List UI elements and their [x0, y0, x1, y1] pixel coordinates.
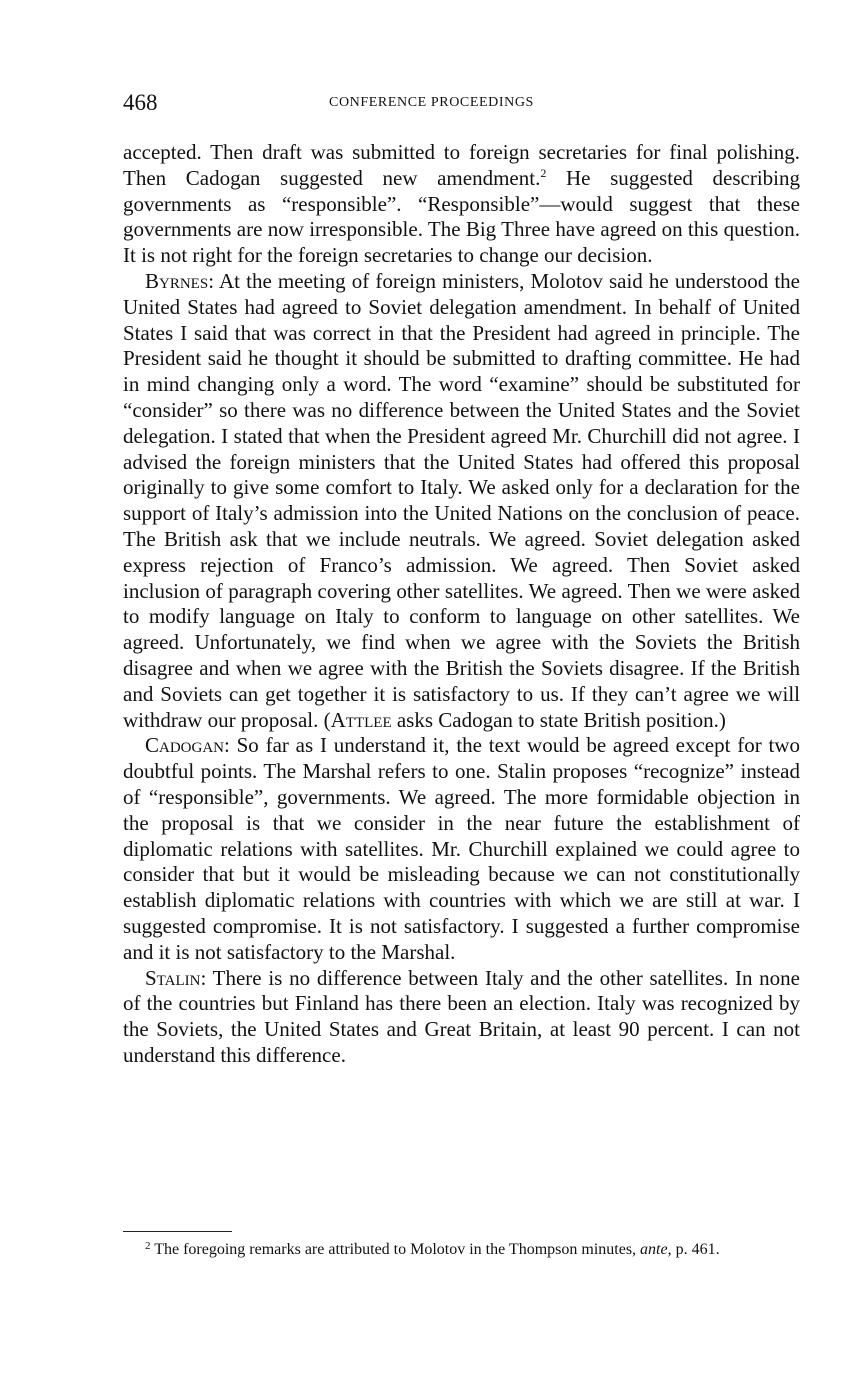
paragraph-byrnes: [123, 269, 800, 733]
footnote-text: The foregoing remarks are attributed to Molotov in the Thompson minutes,: [150, 1241, 641, 1258]
footnote-page-ref: , p. 461.: [667, 1241, 720, 1258]
body-text: [123, 140, 800, 1069]
paragraph-cadogan: [123, 733, 800, 965]
footnote-ante: ante: [640, 1241, 668, 1258]
paragraph-1-text-a: accepted. Then draft was submitted to foreign secretaries for final polishing. Then Cadogan suggested new amendment.: [123, 140, 800, 190]
running-head: CONFERENCE PROCEEDINGS: [329, 95, 534, 110]
paragraph-stalin: [123, 966, 800, 1069]
footnote: [123, 1240, 800, 1260]
speaker-name: Byrnes: [145, 268, 209, 293]
speaker-name: Stalin: [145, 965, 201, 990]
page-number: 468: [123, 90, 158, 115]
paragraph-stalin-text: : There is no difference between Italy and the other satellites. In none of the countries but Finland has there been an election. Italy was recognized by the Soviets, the United States and Great Britain, at least 90 percent. I can not understand this difference.: [123, 965, 800, 1067]
paragraph-1: [123, 140, 800, 269]
page-header: [123, 90, 800, 120]
speaker-name-inline: Attlee: [330, 707, 392, 732]
speaker-name: Cadogan: [145, 733, 225, 758]
footnote-reference: 2: [540, 165, 547, 180]
footnote-divider: [123, 1231, 232, 1232]
paragraph-1-text-b: He suggested describing governments as “responsible”. “Responsible”—would suggest that these governments are now irresponsible. The Big Three have agreed on this question. It is not right for the foreign secretaries to change our decision.: [123, 165, 800, 268]
paragraph-byrnes-text-b: asks Cadogan to state British position.): [391, 707, 726, 732]
footnote-mark: 2: [145, 1240, 151, 1252]
paragraph-cadogan-text: : So far as I understand it, the text would be agreed except for two doubtful points. The Marshal refers to one. Stalin proposes “recognize” instead of “responsible”, governments. We agreed. The more formidable objection in the proposal is that we consider in the near future the establishment of diplomatic relations with satellites. Mr. Churchill explained we could agree to consider that but it would be misleading because we can not constitutionally establish diplomatic relations with countries with which we are still at war. I suggested compromise. It is not satisfactory. I suggested a further compromise and it is not satisfactory to the Marshal.: [123, 733, 800, 964]
paragraph-byrnes-text-a: : At the meeting of foreign ministers, Molotov said he understood the United States had agreed to Soviet delegation amendment. In behalf of United States I said that was correct in that the President had agreed in principle. The President said he thought it should be submitted to drafting committee. He had in mind changing only a word. The word “examine” should be substituted for “consider” so there was no difference between the United States and the Soviet delegation. I stated that when the President agreed Mr. Churchill did not agree. I advised the foreign ministers that the United States had offered this proposal originally to give some comfort to Italy. We asked only for a declaration for the support of Italy’s admission into the United Nations on the conclusion of peace. The British ask that we include neutrals. We agreed. Soviet delegation asked express rejection of Franco’s admission. We agreed. Then Soviet asked inclusion of paragraph covering other satellites. We agreed. Then we were asked to modify language on Italy to conform to language on other satellites. We agreed. Unfortunately, we find when we agree with the Soviets the British disagree and when we agree with the British the Soviets disagree. If the British and Soviets can get together it is satisfactory to us. If they can’t agree we will withdraw our proposal. (: [123, 268, 800, 732]
